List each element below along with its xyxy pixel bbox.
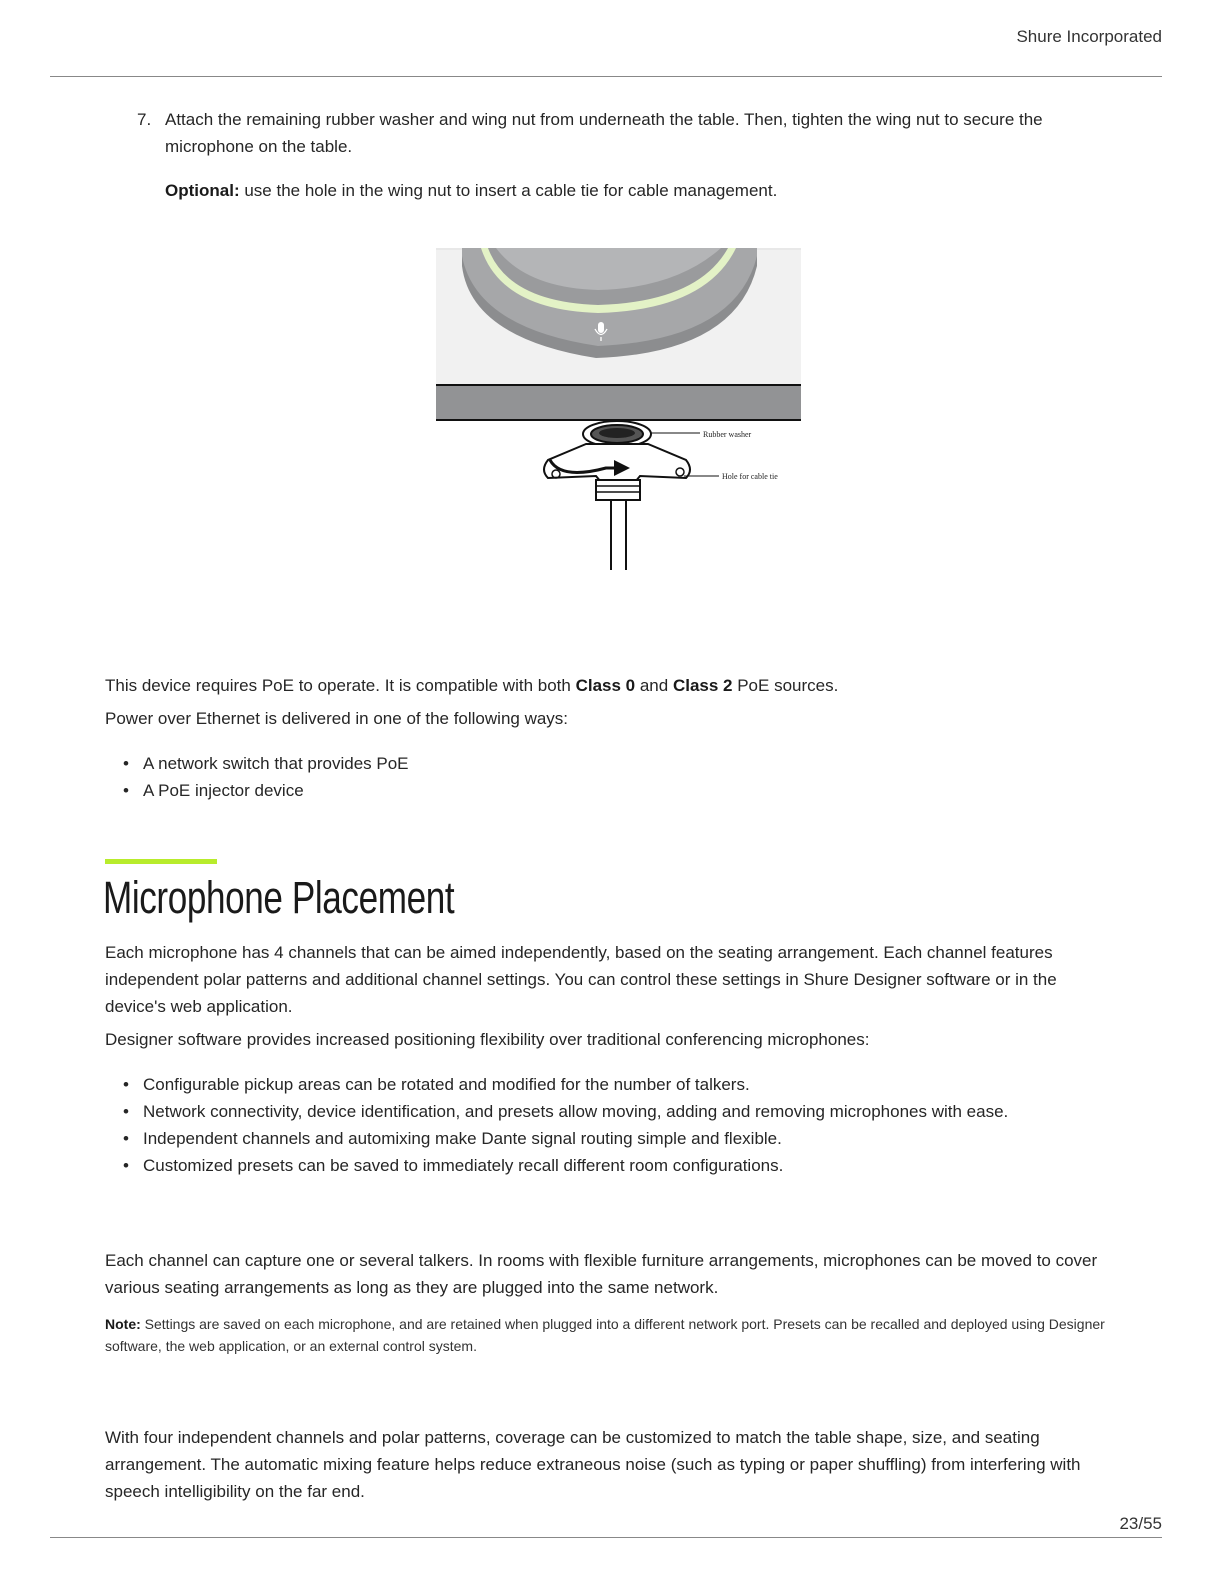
placement-paragraph-3: Each channel can capture one or several talkers. In rooms with flexible furniture arrangements, microphones can be moved to cover various seating arrangements as long as they are plugged into the same network. [105,1251,1098,1297]
list-item: • Network connectivity, device identification, and presets allow moving, adding and removing microphones with ease. [105,1098,1008,1125]
footer-divider [50,1537,1162,1538]
callout-rubber-washer: Rubber washer [703,430,752,439]
settings-note [105,1313,1105,1357]
optional-text: use the hole in the wing nut to insert a cable tie for cable management. [239,181,778,200]
section-heading: Microphone Placement [103,872,455,923]
poe-requirement [105,672,838,699]
list-item: • A PoE injector device [105,777,409,804]
wing-nut-installation-figure [436,248,801,573]
poe-text-a: This device requires PoE to operate. It is compatible with both [105,676,576,695]
poe-delivery-list [105,750,409,804]
designer-benefits-list [105,1071,1008,1179]
note-text: Settings are saved on each microphone, and are retained when plugged into a different network port. Presets can be recalled and deployed using Designer software, the web application, or an external control system. [105,1316,1105,1354]
poe-text-b: and [635,676,673,695]
table-edge [436,386,801,420]
optional-note [165,177,777,204]
poe-class-2: Class 2 [672,676,733,695]
step-number: 7. [137,110,152,129]
heading-accent-bar [105,859,217,864]
list-item: • A network switch that provides PoE [105,750,409,777]
list-item: • Configurable pickup areas can be rotated and modified for the number of talkers. [105,1071,1008,1098]
list-item: • Customized presets can be saved to immediately recall different room configurations. [105,1152,1008,1179]
page-number: 23/55 [1119,1514,1162,1533]
poe-text-c: PoE sources. [732,676,839,695]
placement-paragraph-2: Designer software provides increased positioning flexibility over traditional conferencing microphones: [105,1030,870,1049]
callout-cable-tie-hole: Hole for cable tie [722,472,778,481]
header-company-name: Shure Incorporated [1016,27,1162,46]
placement-paragraph-4: With four independent channels and polar patterns, coverage can be customized to match the table shape, size, and seating arrangement. The automatic mixing feature helps reduce extraneous noise (such as typing or paper shuffling) from interfering with speech intelligibility on the far end. [105,1428,1081,1501]
header-divider [50,76,1162,77]
step-7-text: Attach the remaining rubber washer and wing nut from underneath the table. Then, tighten the wing nut to secure the microphone on the table. [165,110,1043,156]
poe-class-0: Class 0 [575,676,636,695]
note-label: Note: [105,1316,141,1332]
list-item: • Independent channels and automixing make Dante signal routing simple and flexible. [105,1125,1008,1152]
optional-label: Optional: [165,181,240,200]
placement-paragraph-1: Each microphone has 4 channels that can be aimed independently, based on the seating arrangement. Each channel features independent polar patterns and additional channel settings. You can control these settings in Shure Designer software or in the device's web application. [105,943,1057,1016]
poe-delivery-intro: Power over Ethernet is delivered in one of the following ways: [105,709,569,728]
